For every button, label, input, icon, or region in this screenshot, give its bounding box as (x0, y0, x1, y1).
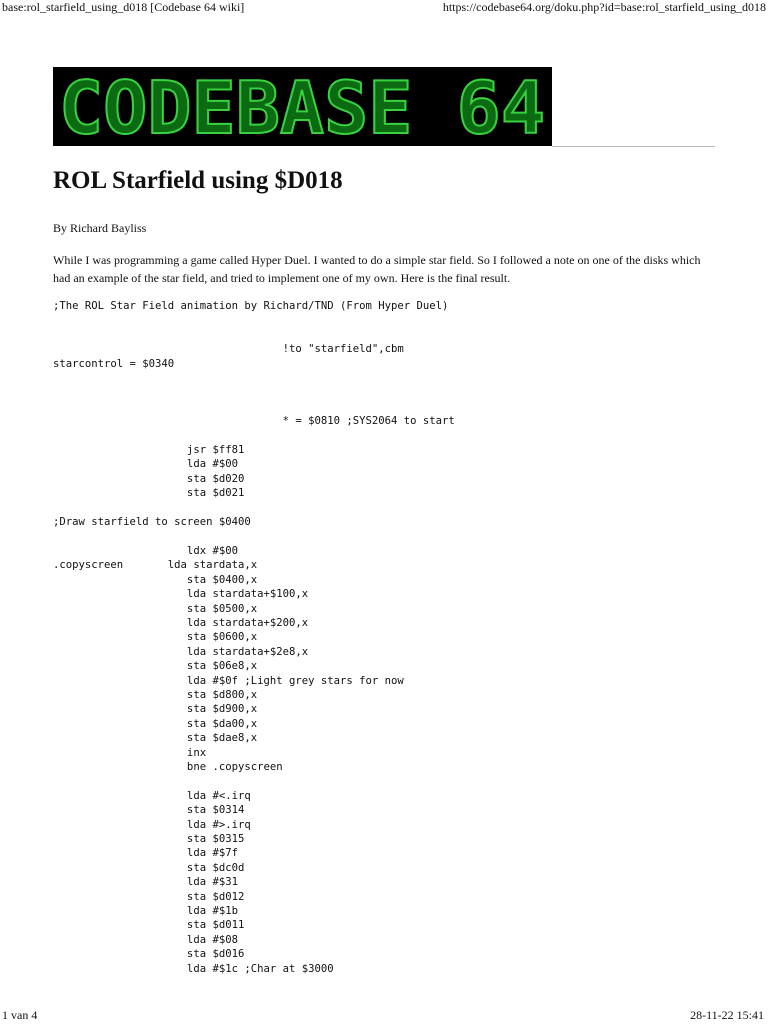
header-divider (552, 146, 715, 147)
logo-wordmark: CODEBASE 64 (59, 67, 545, 146)
print-footer-page: 1 van 4 (2, 1008, 38, 1022)
print-footer-datetime: 28-11-22 15:41 (690, 1008, 764, 1022)
print-header-title: base:rol_starfield_using_d018 [Codebase 64 wiki] (2, 0, 245, 14)
codebase64-logo[interactable] (53, 67, 552, 146)
print-header-url: https://codebase64.org/doku.php?id=base:rol_starfield_using_d018 (442, 0, 766, 14)
intro-paragraph: While I was programming a game called Hyper Duel. I wanted to do a simple star field. So I followed a note on one of the disks which had an example of the star field, and tried to implement one of my own. Here is the final result. (53, 253, 701, 285)
code-block[interactable]: ;The ROL Star Field animation by Richard/TND (From Hyper Duel) !to "starfield",cbm starcontrol = $0340 * = $0810 ;SYS2064 to start jsr $ff81 lda #$00 sta $d020 sta $d021 ;Draw starfield to screen $0400 ldx #$00 .copyscreen lda stardata,x sta $0400,x lda stardata+$100,x sta $0500,x lda stardata+$200,x sta $0600,x lda stardata+$2e8,x sta $06e8,x lda #$0f ;Light grey stars for now sta $d800,x sta $d900,x sta $da00,x sta $dae8,x inx bne .copyscreen lda #<.irq sta $0314 lda #>.irq sta $0315 lda #$7f sta $dc0d lda #$31 sta $d012 lda #$1b sta $d011 lda #$08 sta $d016 lda #$1c ;Char at $3000 (53, 300, 455, 975)
logo-graphic (53, 67, 552, 146)
page-title: ROL Starfield using $D018 (53, 167, 343, 194)
author-byline: By Richard Bayliss (53, 221, 147, 235)
